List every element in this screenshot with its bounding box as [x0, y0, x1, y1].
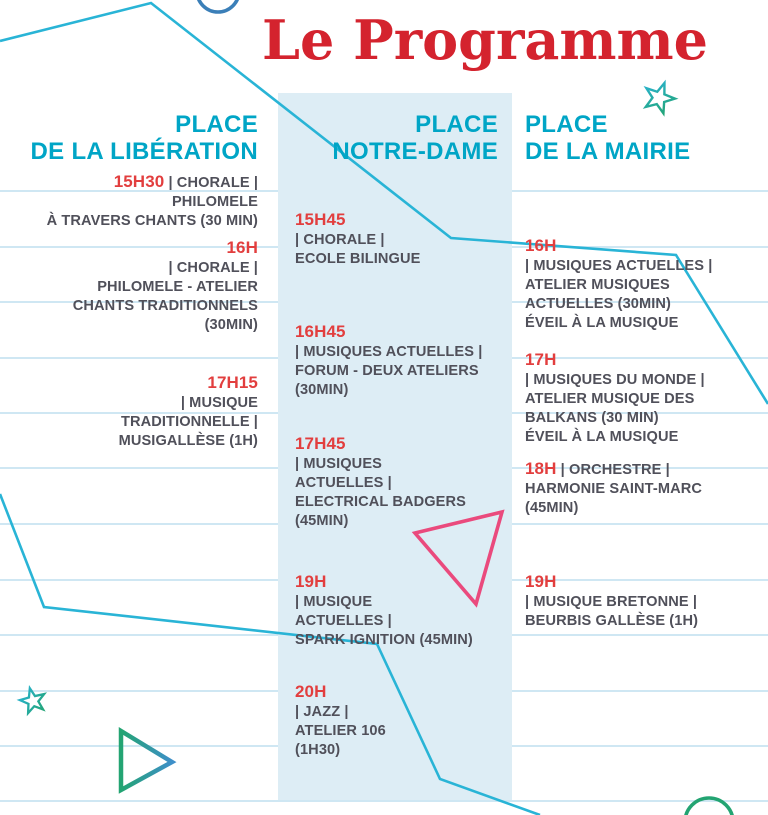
- event-time: 17H45: [295, 434, 346, 453]
- event-time-row: [525, 572, 768, 593]
- event-line: | MUSIQUE BRETONNE |: [525, 594, 698, 610]
- event-time-row: [295, 572, 520, 593]
- event-time: 19H: [525, 572, 557, 591]
- event: [295, 210, 520, 269]
- event-line: ÉVEIL À LA MUSIQUE: [525, 429, 679, 445]
- event-time-row: [525, 236, 768, 257]
- event-line: (1H30): [295, 742, 341, 758]
- circle-icon: [197, 0, 239, 12]
- event-time-row: [525, 459, 768, 480]
- column-header-notre-dame: [280, 111, 498, 165]
- column-header-mairie: [525, 111, 768, 165]
- event-line: | MUSIQUES ACTUELLES |: [525, 258, 713, 274]
- event-time: 17H: [525, 350, 557, 369]
- event-line: | CHORALE |: [295, 232, 385, 248]
- event-time: 16H45: [295, 322, 346, 341]
- event-line: | MUSIQUES ACTUELLES |: [295, 344, 483, 360]
- event-time: 17H15: [207, 373, 258, 392]
- event-time: 16H: [226, 238, 258, 257]
- event-time: 15H45: [295, 210, 346, 229]
- event: [0, 238, 258, 335]
- event: [525, 236, 768, 333]
- event-line: ACTUELLES |: [295, 475, 392, 491]
- column-header-line: PLACE: [525, 111, 608, 138]
- event-line: (45MIN): [295, 513, 349, 529]
- event-line: ACTUELLES (30MIN): [525, 296, 672, 312]
- event-line: FORUM - DEUX ATELIERS: [295, 363, 479, 379]
- column-header-line: PLACE: [175, 111, 258, 138]
- event: [295, 434, 520, 531]
- event: [525, 350, 768, 447]
- event: [0, 373, 258, 451]
- event-line: | JAZZ |: [295, 704, 349, 720]
- event-line: PHILOMELE: [171, 194, 258, 210]
- event-line: | CHORALE |: [168, 260, 258, 276]
- event-line: BEURBIS GALLÈSE (1H): [525, 613, 699, 629]
- event-line: ELECTRICAL BADGERS: [295, 494, 466, 510]
- event-time-row: [0, 373, 258, 394]
- event-line: | MUSIQUES: [295, 456, 382, 472]
- event-time-row: [295, 682, 520, 703]
- event: [525, 459, 768, 518]
- event-line: ECOLE BILINGUE: [295, 251, 421, 267]
- column-header-line: NOTRE-DAME: [332, 138, 498, 165]
- event-line: (30MIN): [204, 317, 258, 333]
- event-line: ATELIER 106: [295, 723, 386, 739]
- event-time: 20H: [295, 682, 327, 701]
- event-time: 19H: [295, 572, 327, 591]
- event-time: 18H: [525, 459, 557, 478]
- event-line: (45MIN): [525, 500, 579, 516]
- event-line: (30MIN): [295, 382, 349, 398]
- event-line: PHILOMELE - ATELIER: [97, 279, 258, 295]
- event-category: | ORCHESTRE |: [556, 462, 670, 478]
- column-header-liberation: [0, 111, 258, 165]
- page-title: Le Programme: [261, 8, 709, 72]
- event: [295, 572, 520, 650]
- event-time-row: [0, 238, 258, 259]
- event-line: ACTUELLES |: [295, 613, 392, 629]
- event-time-row: [295, 210, 520, 231]
- column-header-line: DE LA MAIRIE: [525, 138, 691, 165]
- star-icon: [640, 78, 678, 116]
- event: [0, 172, 258, 231]
- star-icon: [18, 685, 48, 714]
- event: [295, 322, 520, 400]
- column-header-line: DE LA LIBÉRATION: [30, 138, 258, 165]
- column-header-line: PLACE: [415, 111, 498, 138]
- event-line: SPARK IGNITION (45MIN): [295, 632, 473, 648]
- event: [525, 572, 768, 631]
- event-line: TRADITIONNELLE |: [120, 414, 258, 430]
- event-line: ATELIER MUSIQUE DES: [525, 391, 695, 407]
- event-line: MUSIGALLÈSE (1H): [118, 433, 258, 449]
- event-line: | MUSIQUE: [295, 594, 373, 610]
- event-category: | CHORALE |: [164, 175, 258, 191]
- event-time-row: [295, 322, 520, 343]
- event-line: BALKANS (30 MIN): [525, 410, 659, 426]
- event-time-row: [295, 434, 520, 455]
- event: [295, 682, 520, 760]
- event-time-row: [0, 172, 258, 193]
- event-line: CHANTS TRADITIONNELS: [72, 298, 258, 314]
- event-time: 15H30: [113, 172, 165, 191]
- event-time-row: [525, 350, 768, 371]
- event-time: 16H: [525, 236, 557, 255]
- event-line: | MUSIQUE: [180, 395, 258, 411]
- event-line: | MUSIQUES DU MONDE |: [525, 372, 705, 388]
- teal-triangle-icon: [121, 731, 172, 790]
- event-line: HARMONIE SAINT-MARC: [525, 481, 703, 497]
- event-line: ÉVEIL À LA MUSIQUE: [525, 315, 679, 331]
- event-line: À TRAVERS CHANTS (30 MIN): [46, 213, 258, 229]
- event-line: ATELIER MUSIQUES: [525, 277, 670, 293]
